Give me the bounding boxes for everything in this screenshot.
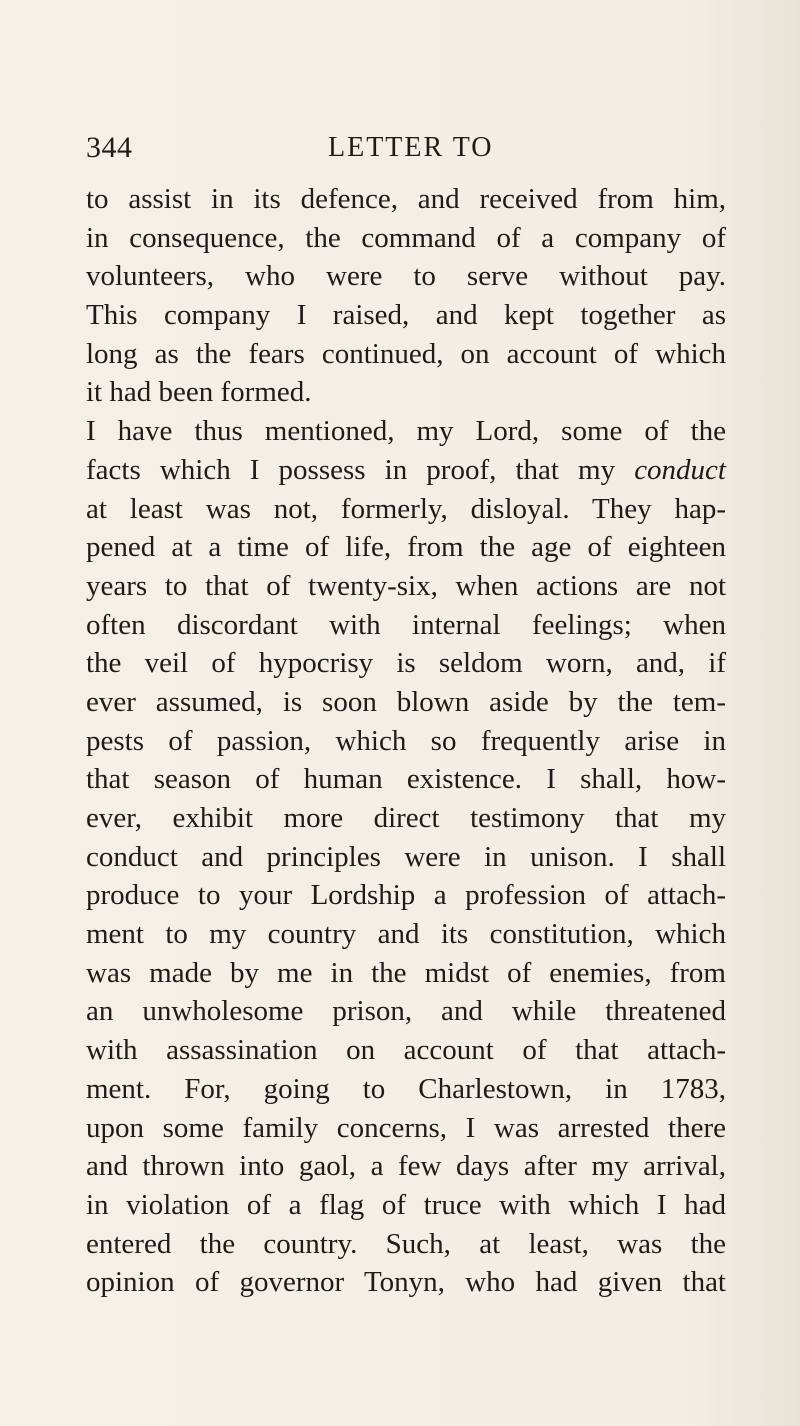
- text-line: with assassination on account of that attach-: [86, 1034, 726, 1067]
- paragraph-end-line: it had been formed.: [86, 376, 312, 409]
- text-line: ment. For, going to Charlestown, in 1783,: [86, 1072, 726, 1105]
- text-line: at least was not, formerly, disloyal. They hap-: [86, 492, 726, 525]
- text-line: an unwholesome prison, and while threatened: [86, 995, 726, 1028]
- page-header: [86, 131, 716, 165]
- text-line: and thrown into gaol, a few days after my arrival,: [86, 1150, 726, 1183]
- text-line: ment to my country and its constitution, which: [86, 918, 726, 951]
- text-line: produce to your Lordship a profession of attach-: [86, 879, 726, 912]
- text-line: in consequence, the command of a company of: [86, 221, 726, 254]
- page-number: 344: [86, 131, 133, 164]
- text-line: conduct and principles were in unison. I shall: [86, 840, 726, 873]
- text-line: the veil of hypocrisy is seldom worn, and, if: [86, 647, 726, 680]
- line-text: facts which I possess in proof, that my: [86, 453, 635, 486]
- body-text: [86, 180, 726, 1302]
- text-line: pened at a time of life, from the age of eighteen: [86, 531, 726, 564]
- text-line: that season of human existence. I shall, how-: [86, 763, 726, 796]
- paragraph-start-line: I have thus mentioned, my Lord, some of the: [86, 415, 726, 448]
- text-line: volunteers, who were to serve without pay.: [86, 260, 726, 293]
- text-line: upon some family concerns, I was arrested there: [86, 1111, 726, 1144]
- text-line: opinion of governor Tonyn, who had given that: [86, 1266, 726, 1299]
- running-head: LETTER TO: [328, 132, 494, 163]
- text-line-with-italic: [86, 451, 726, 490]
- text-line: years to that of twenty-six, when actions are not: [86, 569, 726, 602]
- italic-word: conduct: [634, 453, 726, 486]
- text-line: to assist in its defence, and received from him,: [86, 183, 726, 215]
- text-line: ever, exhibit more direct testimony that my: [86, 802, 726, 834]
- text-line: pests of passion, which so frequently arise in: [86, 724, 726, 757]
- text-line: entered the country. Such, at least, was the: [86, 1227, 726, 1260]
- text-line: was made by me in the midst of enemies, from: [86, 956, 726, 989]
- text-line: long as the fears continued, on account of which: [86, 337, 726, 370]
- text-line: in violation of a flag of truce with which I had: [86, 1188, 726, 1221]
- text-line: ever assumed, is soon blown aside by the tem-: [86, 685, 726, 718]
- text-line: often discordant with internal feelings; when: [86, 608, 726, 641]
- text-line: This company I raised, and kept together as: [86, 299, 726, 332]
